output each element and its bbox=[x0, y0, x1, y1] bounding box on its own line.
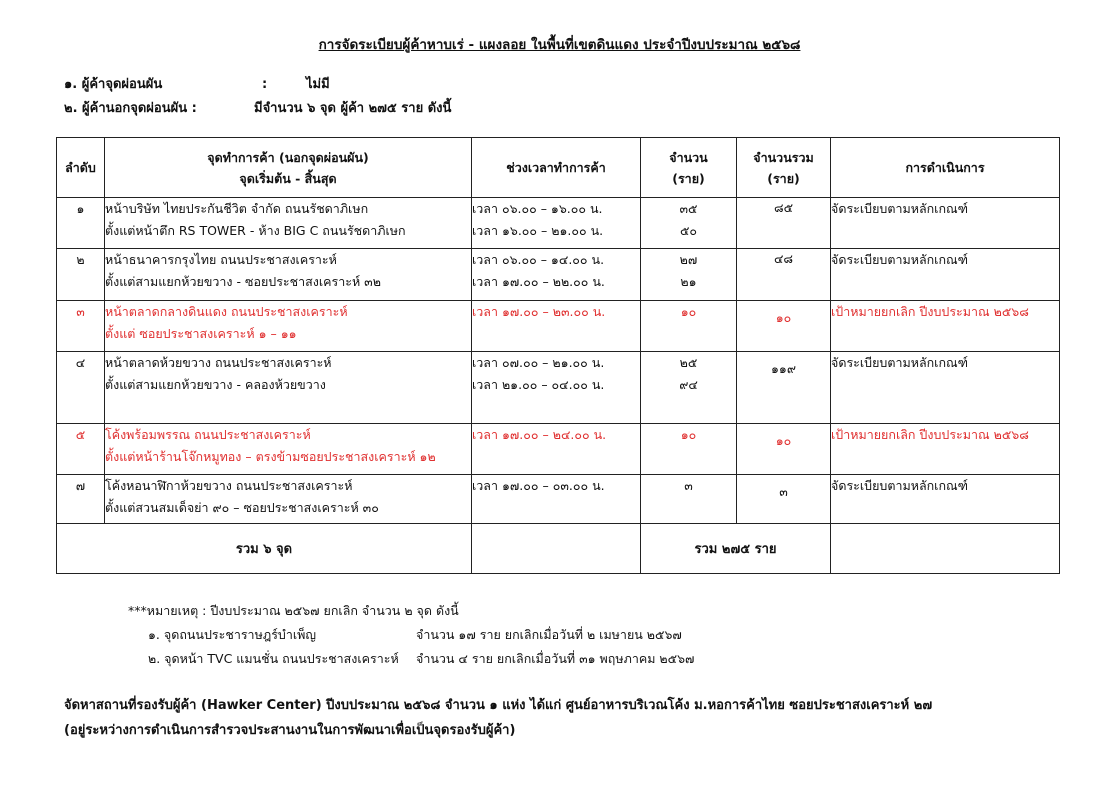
header-total-line2: (ราย) bbox=[767, 170, 800, 186]
footer-empty-action bbox=[831, 524, 1060, 574]
row-location bbox=[105, 301, 472, 352]
row-count-line1: ๑๐ bbox=[680, 304, 697, 319]
table-row bbox=[57, 249, 1060, 301]
row-location-line1: โค้งพร้อมพรรณ ถนนประชาสงเคราะห์ bbox=[105, 427, 311, 442]
row-location-line1: หน้าตลาดกลางดินแดง ถนนประชาสงเคราะห์ bbox=[105, 304, 348, 319]
summary-outside-value: มีจำนวน ๖ จุด ผู้ค้า ๒๗๕ ราย ดังนี้ bbox=[254, 101, 452, 116]
row-total: ๘๕ bbox=[737, 198, 831, 249]
header-location bbox=[105, 138, 472, 198]
row-action: เป้าหมายยกเลิก ปีงบประมาณ ๒๕๖๘ bbox=[831, 424, 1060, 475]
row-location bbox=[105, 249, 472, 301]
row-time-line2: เวลา ๑๗.๐๐ – ๒๒.๐๐ น. bbox=[472, 274, 605, 289]
footer-vendors-total: รวม ๒๗๕ ราย bbox=[641, 524, 831, 574]
row-time-line1: เวลา ๑๗.๐๐ – ๒๔.๐๐ น. bbox=[472, 427, 607, 442]
header-action: การดำเนินการ bbox=[831, 138, 1060, 198]
row-no: ๑ bbox=[57, 198, 105, 249]
hawker-line1: จัดหาสถานที่รองรับผู้ค้า (Hawker Center) ปีงบประมาณ ๒๕๖๘ จำนวน ๑ แห่ง ได้แก่ ศูนย์อาหารบริเวณโค้ง ม.หอการค้าไทย ซอยประชาสงเคราะห์ ๒๗ bbox=[64, 698, 933, 713]
header-total-line1: จำนวนรวม bbox=[753, 149, 814, 165]
row-location-line2: ตั้งแต่สามแยกห้วยขวาง - ซอยประชาสงเคราะห์ ๓๒ bbox=[105, 274, 381, 289]
summary-permitted-label: ๑. ผู้ค้าจุดผ่อนผัน bbox=[64, 77, 163, 92]
row-location-line2: ตั้งแต่หน้าร้านโจ๊กหมูทอง – ตรงข้ามซอยประชาสงเคราะห์ ๑๒ bbox=[105, 449, 436, 464]
summary-colon: : bbox=[262, 77, 268, 92]
row-time bbox=[472, 249, 641, 301]
row-location bbox=[105, 475, 472, 524]
table-row bbox=[57, 198, 1060, 249]
row-no: ๒ bbox=[57, 249, 105, 301]
row-location bbox=[105, 352, 472, 424]
row-count bbox=[641, 198, 737, 249]
row-no: ๗ bbox=[57, 475, 105, 524]
row-count-line1: ๒๗ bbox=[679, 252, 698, 267]
row-location bbox=[105, 424, 472, 475]
row-time-line1: เวลา ๑๗.๐๐ – ๐๓.๐๐ น. bbox=[472, 478, 605, 493]
row-time-line1: เวลา ๐๗.๐๐ – ๒๑.๐๐ น. bbox=[472, 355, 605, 370]
row-time-line2: เวลา ๑๖.๐๐ – ๒๑.๐๐ น. bbox=[472, 223, 604, 238]
summary-outside-label: ๒. ผู้ค้านอกจุดผ่อนผัน : bbox=[64, 101, 197, 116]
table-row bbox=[57, 352, 1060, 424]
table-row-cancel-target bbox=[57, 424, 1060, 475]
header-no: ลำดับ bbox=[57, 138, 105, 198]
table-row bbox=[57, 475, 1060, 524]
footer-empty-time bbox=[472, 524, 641, 574]
footer-points-total: รวม ๖ จุด bbox=[57, 524, 472, 574]
row-location bbox=[105, 198, 472, 249]
row-time-line1: เวลา ๐๖.๐๐ – ๑๔.๐๐ น. bbox=[472, 252, 605, 267]
summary-permitted bbox=[64, 73, 330, 94]
row-location-line1: หน้าบริษัท ไทยประกันชีวิต จำกัด ถนนรัชดาภิเษก bbox=[105, 201, 369, 216]
row-count-line1: ๑๐ bbox=[680, 427, 697, 442]
table-row-cancel-target bbox=[57, 301, 1060, 352]
row-action: จัดระเบียบตามหลักเกณฑ์ bbox=[831, 352, 1060, 424]
row-location-line2: ตั้งแต่หน้าตึก RS TOWER - ห้าง BIG C ถนนรัชดาภิเษก bbox=[105, 223, 406, 238]
vendor-table bbox=[56, 137, 1060, 574]
document-title: การจัดระเบียบผู้ค้าหาบเร่ - แผงลอย ในพื้นที่เขตดินแดง ประจำปีงบประมาณ ๒๕๖๘ bbox=[318, 37, 801, 53]
row-action: จัดระเบียบตามหลักเกณฑ์ bbox=[831, 249, 1060, 301]
header-location-line1: จุดทำการค้า (นอกจุดผ่อนผัน) bbox=[207, 149, 369, 165]
row-count-line1: ๓๕ bbox=[679, 201, 698, 216]
header-time: ช่วงเวลาทำการค้า bbox=[472, 138, 641, 198]
row-action: จัดระเบียบตามหลักเกณฑ์ bbox=[831, 475, 1060, 524]
row-time bbox=[472, 352, 641, 424]
row-no: ๔ bbox=[57, 352, 105, 424]
summary-outside bbox=[64, 97, 451, 118]
remarks-heading: ***หมายเหตุ : ปีงบประมาณ ๒๕๖๗ ยกเลิก จำนวน ๒ จุด ดังนี้ bbox=[128, 603, 459, 618]
row-count-line1: ๓ bbox=[684, 478, 693, 493]
row-count bbox=[641, 249, 737, 301]
header-count bbox=[641, 138, 737, 198]
hawker-center-note bbox=[64, 693, 932, 743]
header-location-line2: จุดเริ่มต้น - สิ้นสุด bbox=[239, 170, 337, 186]
row-time-line1: เวลา ๐๖.๐๐ – ๑๖.๐๐ น. bbox=[472, 201, 603, 216]
row-location-line2: ตั้งแต่สวนสมเด็จย่า ๙๐ – ซอยประชาสงเคราะห์ ๓๐ bbox=[105, 500, 379, 515]
row-location-line1: หน้าธนาคารกรุงไทย ถนนประชาสงเคราะห์ bbox=[105, 252, 337, 267]
summary-permitted-value: ไม่มี bbox=[306, 77, 330, 92]
header-count-line1: จำนวน bbox=[669, 149, 708, 165]
row-count bbox=[641, 475, 737, 524]
row-total: ๔๘ bbox=[737, 249, 831, 301]
remarks-item-name: ๑. จุดถนนประชาราษฎร์บำเพ็ญ bbox=[148, 627, 317, 642]
row-total: ๑๑๙ bbox=[737, 352, 831, 424]
table-header-row bbox=[57, 138, 1060, 198]
row-time-line1: เวลา ๑๗.๐๐ – ๒๓.๐๐ น. bbox=[472, 304, 606, 319]
hawker-line2: (อยู่ระหว่างการดำเนินการสำรวจประสานงานในการพัฒนาเพื่อเป็นจุดรองรับผู้ค้า) bbox=[64, 723, 516, 738]
row-no: ๕ bbox=[57, 424, 105, 475]
remarks-item-detail: จำนวน ๔ ราย ยกเลิกเมื่อวันที่ ๓๑ พฤษภาคม ๒๕๖๗ bbox=[416, 651, 695, 666]
row-total: ๑๐ bbox=[737, 301, 831, 352]
row-total: ๑๐ bbox=[737, 424, 831, 475]
row-location-line2: ตั้งแต่สามแยกห้วยขวาง - คลองห้วยขวาง bbox=[105, 377, 326, 392]
row-count-line2: ๒๑ bbox=[680, 274, 697, 289]
row-count-line1: ๒๕ bbox=[679, 355, 698, 370]
row-count bbox=[641, 352, 737, 424]
row-count-line2: ๕๐ bbox=[679, 223, 698, 238]
row-action: จัดระเบียบตามหลักเกณฑ์ bbox=[831, 198, 1060, 249]
row-no: ๓ bbox=[57, 301, 105, 352]
row-location-line2: ตั้งแต่ ซอยประชาสงเคราะห์ ๑ – ๑๑ bbox=[105, 326, 297, 341]
header-count-line2: (ราย) bbox=[672, 170, 705, 186]
row-count-line2: ๙๔ bbox=[679, 377, 698, 392]
row-time bbox=[472, 475, 641, 524]
row-time bbox=[472, 424, 641, 475]
row-location-line1: หน้าตลาดห้วยขวาง ถนนประชาสงเคราะห์ bbox=[105, 355, 332, 370]
row-count bbox=[641, 424, 737, 475]
remarks-item bbox=[128, 623, 694, 647]
remarks-item-name: ๒. จุดหน้า TVC แมนชั่น ถนนประชาสงเคราะห์ bbox=[148, 651, 399, 666]
row-time-line2: เวลา ๒๑.๐๐ – ๐๔.๐๐ น. bbox=[472, 377, 605, 392]
header-total bbox=[737, 138, 831, 198]
remarks bbox=[128, 599, 694, 671]
row-time bbox=[472, 301, 641, 352]
row-count bbox=[641, 301, 737, 352]
row-action: เป้าหมายยกเลิก ปีงบประมาณ ๒๕๖๘ bbox=[831, 301, 1060, 352]
table-footer-row bbox=[57, 524, 1060, 574]
row-total: ๓ bbox=[737, 475, 831, 524]
row-location-line1: โค้งหอนาฬิกาห้วยขวาง ถนนประชาสงเคราะห์ bbox=[105, 478, 353, 493]
row-time bbox=[472, 198, 641, 249]
remarks-item-detail: จำนวน ๑๗ ราย ยกเลิกเมื่อวันที่ ๒ เมษายน ๒๕๖๗ bbox=[416, 627, 682, 642]
remarks-item bbox=[128, 647, 694, 671]
